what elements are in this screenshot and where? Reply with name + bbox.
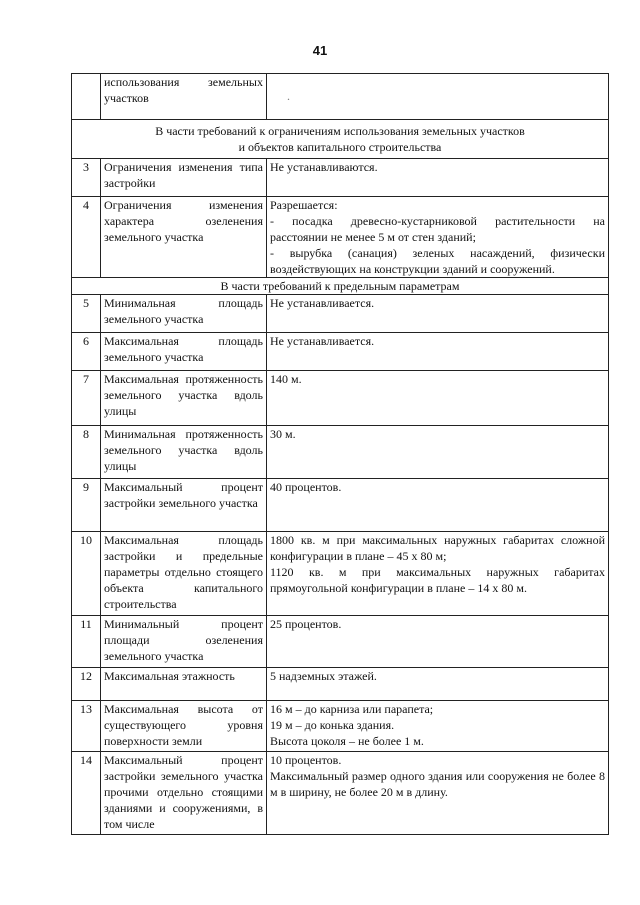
section-title [72, 120, 609, 159]
parameter-name: использования земельных участков [101, 74, 267, 120]
regulations-table [71, 73, 609, 835]
row-number: 9 [72, 479, 101, 532]
table-row [72, 426, 609, 479]
table-row [72, 668, 609, 701]
table-row [72, 701, 609, 752]
section-header-row [72, 278, 609, 295]
parameter-name: Максимальная протяженность земельного участка вдоль улицы [101, 371, 267, 426]
parameter-name: Ограничения изменения характера озеленения земельного участка [101, 197, 267, 278]
table-row [72, 295, 609, 333]
row-number: 14 [72, 752, 101, 835]
parameter-value: 140 м. [267, 371, 609, 426]
row-number: 5 [72, 295, 101, 333]
parameter-name: Минимальная протяженность земельного участка вдоль улицы [101, 426, 267, 479]
value-line: Максимальный размер одного здания или сооружения не более 8 м в ширину, не более 20 м в длину. [270, 769, 605, 799]
value-line: 10 процентов. [270, 753, 342, 767]
parameter-value [267, 74, 609, 120]
row-number: 12 [72, 668, 101, 701]
table-row [72, 752, 609, 835]
section-header-row [72, 120, 609, 159]
table-row [72, 371, 609, 426]
parameter-value [267, 752, 609, 835]
value-line: 19 м – до конька здания. [270, 718, 395, 732]
value-line: Разрешается: [270, 198, 338, 212]
parameter-value [267, 197, 609, 278]
parameter-name: Максимальная площадь застройки и предельные параметры отдельно стоящего объекта капитального строительства [101, 532, 267, 616]
value-line: Высота цоколя – не более 1 м. [270, 734, 424, 748]
parameter-value: Не устанавливается. [267, 295, 609, 333]
table-row [72, 333, 609, 371]
page-number: 41 [312, 43, 328, 58]
parameter-value: 25 процентов. [267, 616, 609, 668]
row-number: 3 [72, 159, 101, 197]
row-number: 13 [72, 701, 101, 752]
row-number: 11 [72, 616, 101, 668]
parameter-name: Максимальный процент застройки земельного участка [101, 479, 267, 532]
section-title-line: и объектов капитального строительства [238, 140, 442, 154]
table-row [72, 479, 609, 532]
row-number: 7 [72, 371, 101, 426]
row-number [72, 74, 101, 120]
table-row [72, 159, 609, 197]
parameter-value: 5 надземных этажей. [267, 668, 609, 701]
table-row [72, 197, 609, 278]
value-line: - посадка древесно-кустарниковой растительности на расстоянии не менее 5 м от стен зданий; [270, 214, 605, 244]
stray-mark: . [287, 89, 290, 103]
value-line: - вырубка (санация) зеленых насаждений, физически воздействующих на конструкции зданий и сооружений. [270, 246, 605, 276]
parameter-name: Минимальная площадь земельного участка [101, 295, 267, 333]
parameter-name: Минимальный процент площади озеленения земельного участка [101, 616, 267, 668]
parameter-value: 30 м. [267, 426, 609, 479]
parameter-name: Максимальный процент застройки земельного участка прочими отдельно стоящими зданиями и сооружениями, в том числе [101, 752, 267, 835]
parameter-value [267, 701, 609, 752]
section-title-line: В части требований к ограничениям использования земельных участков [155, 124, 525, 138]
table-row [72, 616, 609, 668]
value-line: 16 м – до карниза или парапета; [270, 702, 434, 716]
row-number: 10 [72, 532, 101, 616]
row-number: 8 [72, 426, 101, 479]
parameter-name: Ограничения изменения типа застройки [101, 159, 267, 197]
row-number: 6 [72, 333, 101, 371]
parameter-name: Максимальная площадь земельного участка [101, 333, 267, 371]
row-number: 4 [72, 197, 101, 278]
parameter-value [267, 532, 609, 616]
table-row [72, 532, 609, 616]
value-line: 1120 кв. м при максимальных наружных габаритах прямоугольной конфигурации в плане – 14 х 80 м. [270, 565, 605, 595]
parameter-name: Максимальная этажность [101, 668, 267, 701]
section-title: В части требований к предельным параметрам [72, 278, 609, 295]
parameter-value: 40 процентов. [267, 479, 609, 532]
parameter-value: Не устанавливаются. [267, 159, 609, 197]
parameter-name: Максимальная высота от существующего уровня поверхности земли [101, 701, 267, 752]
value-line: 1800 кв. м при максимальных наружных габаритах сложной конфигурации в плане – 45 х 80 м; [270, 533, 605, 563]
table-row [72, 74, 609, 120]
parameter-value: Не устанавливается. [267, 333, 609, 371]
